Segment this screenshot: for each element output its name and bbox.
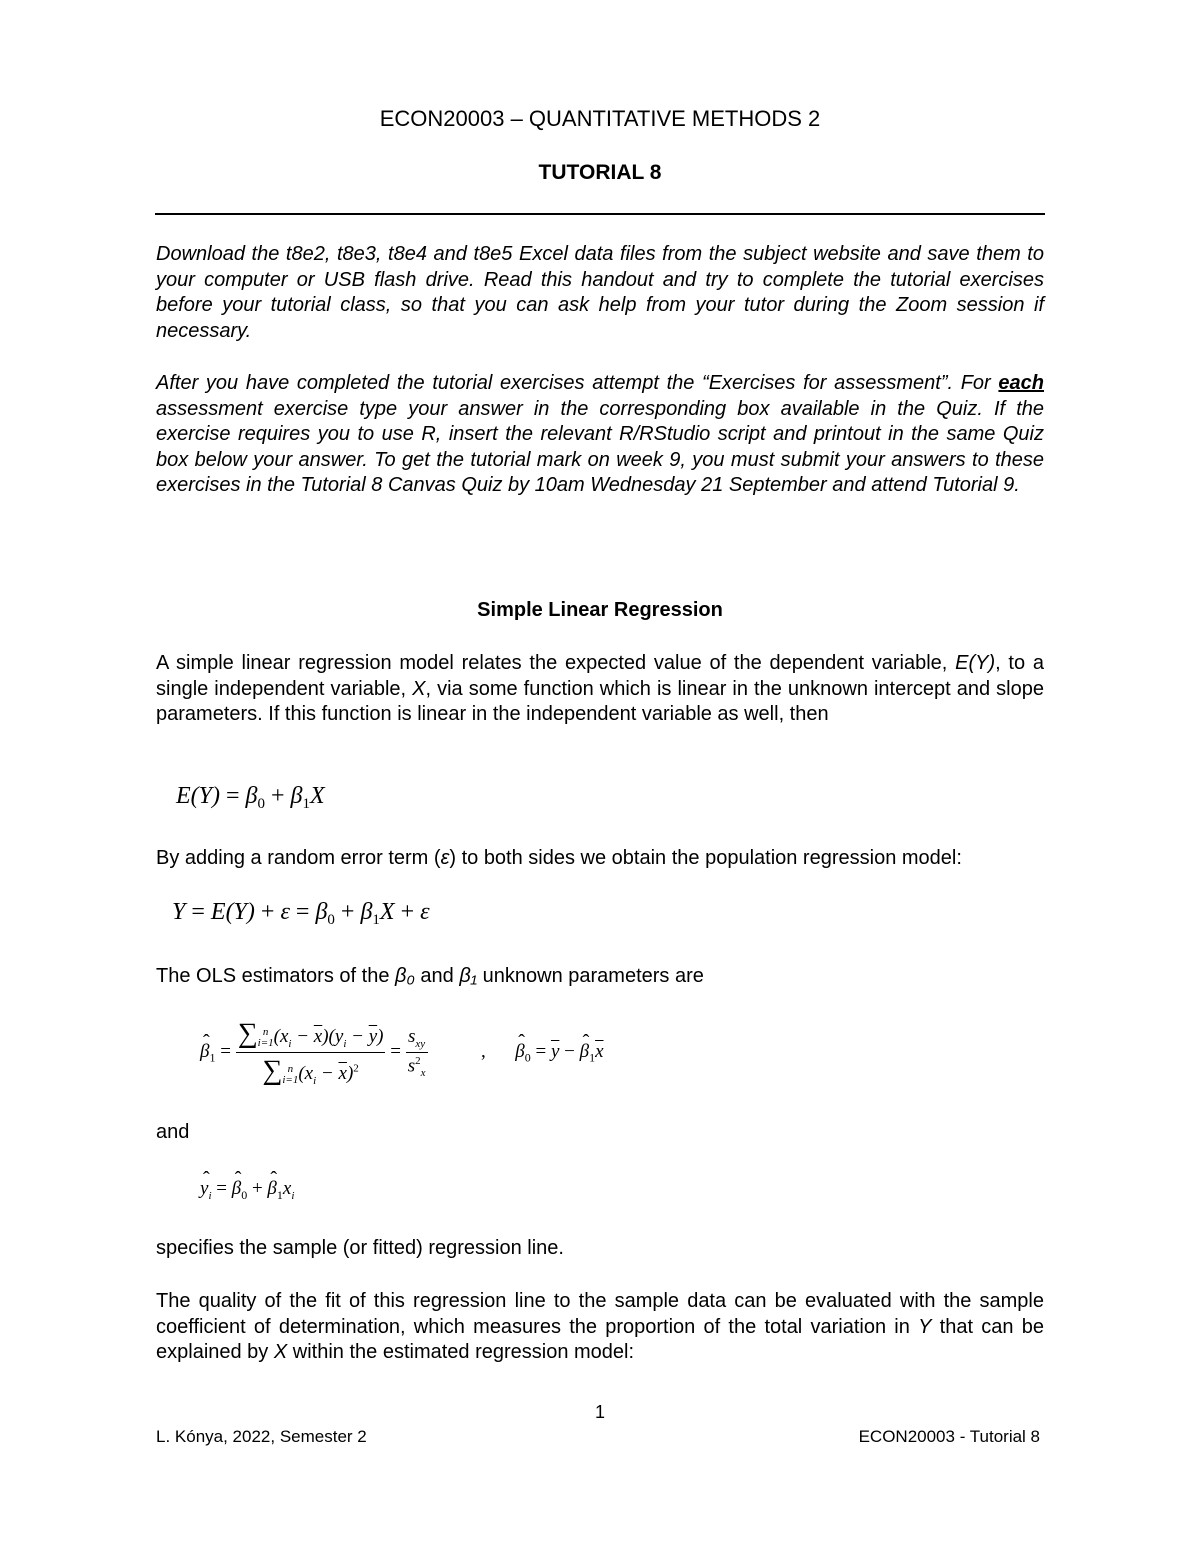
- expected-y: E(Y): [955, 652, 996, 674]
- equation-expected-value: $E(Y) = \beta_0 + \beta_1X$: [176, 783, 325, 812]
- cod-c: within the estimated regression model:: [287, 1341, 635, 1363]
- regression-intro-paragraph: [156, 651, 1044, 728]
- and-line: and: [156, 1121, 190, 1143]
- intro-paragraph-1: Download the t8e2, t8e3, t8e4 and t8e5 Excel data files from the subject website and save them to your computer or USB flash drive. Read this handout and try to complete the tutorial exercises before your tutorial class, so that you can ask help from your tutor during the Zoom session if necessary.: [156, 243, 1044, 342]
- error-term-b: ) to both sides we obtain the population regression model:: [449, 847, 962, 869]
- page-number: 1: [594, 1402, 605, 1422]
- independent-x: X: [412, 677, 426, 700]
- fitted-line-text: specifies the sample (or fitted) regression line.: [156, 1237, 564, 1259]
- course-title: ECON20003 – QUANTITATIVE METHODS 2: [379, 106, 821, 131]
- ols-b: unknown parameters are: [477, 965, 704, 987]
- equation-population-model: $Y = E(Y) + \varepsilon = \beta_0 + \beta_1X + \varepsilon$: [172, 899, 430, 928]
- intro-paragraph-2-part-b: assessment exercise type your answer in the corresponding box available in the Quiz. If the exercise requires you to use R, insert the relevant R/RStudio script and printout in the same Quiz box below your answer. To get the tutorial mark on week 9, you must submit your answers to these exercises in the Tutorial 8 Canvas Quiz by 10am Wednesday 21 September and attend Tutorial 9.: [156, 397, 1044, 496]
- title-divider: [155, 213, 1045, 215]
- ols-a: The OLS estimators of the: [156, 965, 395, 987]
- beta1-symbol: β₁: [459, 965, 478, 987]
- cod-y: Y: [918, 1315, 932, 1338]
- cod-x: X: [273, 1341, 288, 1363]
- cod-b: that can be explained by: [156, 1315, 1044, 1363]
- coefficient-determination-paragraph: [156, 1289, 1044, 1366]
- epsilon-symbol: ε: [440, 847, 450, 869]
- beta0-symbol: β₀: [395, 965, 415, 987]
- intro-paragraph-2: [156, 371, 1044, 499]
- error-term-a: By adding a random error term (: [156, 847, 441, 869]
- intro-paragraph-2-part-a: After you have completed the tutorial exercises attempt the “Exercises for assessment”. For: [156, 372, 999, 394]
- error-term-paragraph: [156, 846, 1044, 872]
- regression-intro-c: , via some function which is linear in the unknown intercept and slope parameters. If this function is linear in the independent variable as well, then: [156, 677, 1044, 725]
- equation-ols-estimators: ˆ $\beta_1$ = ∑ n $i=1(x_i - \overline{x})(y_i - \overline{y})$ ∑ n $i=1(x_i - \overline{x})^2$ = $\frac{s_{xy}}{s^2_x}$ , ˆ $\beta_0 = \overline{y}$ − ˆ $\beta_1\overline{x}$: [200, 1018, 604, 1087]
- emphasis-each: each: [998, 372, 1044, 394]
- footer-left: L. Kónya, 2022, Semester 2: [156, 1427, 367, 1446]
- equation-fitted-line: ˆ $y_i$ = ˆ $\beta_0$ + ˆ $\beta_1x_i$: [200, 1178, 294, 1203]
- ols-paragraph: [156, 964, 1044, 990]
- cod-a: The quality of the fit of this regression line to the sample data can be evaluated with the sample coefficient of determination, which measures the proportion of the total variation in: [156, 1290, 1044, 1338]
- section-heading: Simple Linear Regression: [477, 599, 723, 621]
- regression-intro-b: , to a single independent variable,: [156, 652, 1044, 700]
- fraction-beta1: ∑ n $i=1(x_i - \overline{x})(y_i - \overline{y})$ ∑ n $i=1(x_i - \overline{x})^2$: [237, 1018, 384, 1087]
- ols-and: and: [414, 965, 460, 987]
- regression-intro-a: A simple linear regression model relates the expected value of the dependent variable,: [156, 652, 956, 674]
- fraction-covariance: $\frac{s_{xy}}{s^2_x}$: [407, 1026, 426, 1079]
- footer-right: ECON20003 - Tutorial 8: [858, 1427, 1040, 1446]
- tutorial-title: TUTORIAL 8: [538, 161, 662, 184]
